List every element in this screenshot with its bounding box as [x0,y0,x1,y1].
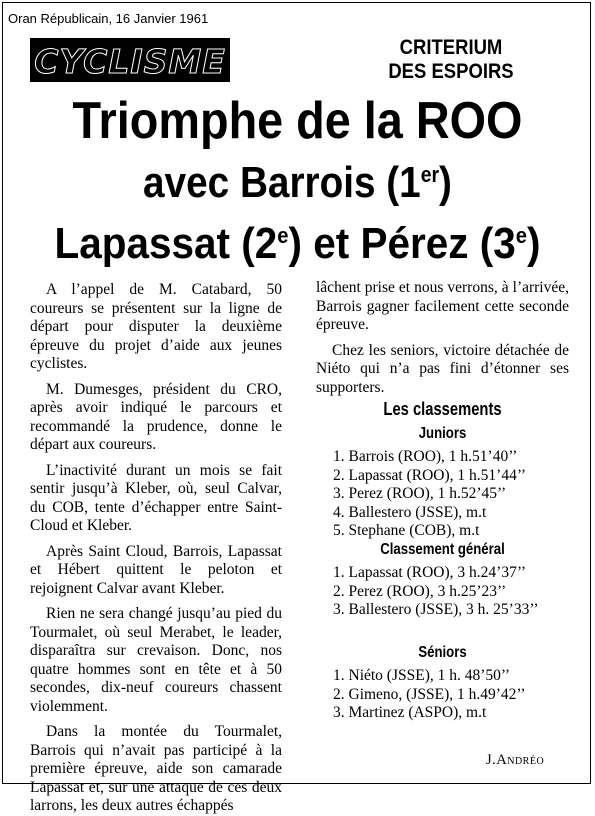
list-item: 5. Stephane (COB), m.t [333,522,480,539]
headline-line-2-close: ) [439,158,452,207]
article-paragraph: Dans la montée du Tourmalet, Barrois qui n’avait pas participé à la première épreuve, aide son camarade Lapassat et, sur une attaque de ces deux larrons, les deux autres échappés [30,723,282,814]
headline-line-3-c: ) [527,219,541,268]
juniors-list [316,448,569,541]
author-signature: J.Andréo [486,752,545,768]
list-item: 3. Perez (ROO), 1 h.52’45’’ [333,485,507,502]
article-paragraph: L’inactivité durant un mois se fait sentir jusqu’à Kleber, où, seul Calvar, du COB, tente d’échapper entre Saint-Cloud et Kleber. [30,461,282,534]
article-column-1 [30,281,282,816]
list-item: 3. Ballestero (JSSE), 3 h. 25’33’’ [333,601,539,618]
headline-line-1: Triomphe de la ROO [72,92,523,150]
general-title: Classement général [380,540,505,558]
list-item: 4. Ballestero (JSSE), m.t [333,503,487,521]
article-column-2 [316,279,569,404]
list-item: 1. Lapassat (ROO), 3 h.24’37’’ [333,564,526,581]
headline-line-3-a: Lapassat (2 [54,219,278,268]
classements-title: Les classements [383,399,502,419]
general-list [316,564,569,620]
list-item: 2. Perez (ROO), 3 h.25’23’’ [333,582,507,600]
article-paragraph: M. Dumesges, président du CRO, après avoir indiqué le parcours et recommandé la prudence, donne le départ aux coureurs. [30,380,282,453]
headline-line-3 [24,219,571,269]
classements-block [316,400,569,723]
juniors-title: Juniors [418,424,467,442]
headline-superscript: e [515,223,528,248]
list-item: 1. Barrois (ROO), 1 h.51’40’’ [333,448,518,465]
headline-line-2-text: avec Barrois (1 [143,158,421,207]
list-item: 1. Niéto (JSSE), 1 h. 48’50’’ [333,667,511,684]
list-item: 2. Lapassat (ROO), 1 h.51’44’’ [333,466,526,484]
article-paragraph: A l’appel de M. Catabard, 50 coureurs se présentent sur la ligne de départ pour disputer la deuxième épreuve du projet d’aide aux jeunes cyclistes. [30,281,282,372]
kicker-line-1: CRITERIUM [399,36,503,59]
seniors-title: Séniors [418,643,467,661]
article-paragraph: Rien ne sera changé jusqu’au pied du Tourmalet, où seul Merabet, le leader, disparaîtra sur crevaison. Donc, nos quatre hommes sont en tête et à 50 secondes, dix-neuf coureurs chassent violemment. [30,605,282,715]
list-item: 3. Martinez (ASPO), m.t [333,704,487,721]
kicker [364,36,538,84]
headline-line-2 [36,158,560,208]
list-item: 2. Gimeno, (JSSE), 1 h.49’42’’ [333,685,526,703]
source-line: Oran Républicain, 16 Janvier 1961 [8,11,209,26]
headline-superscript: er [420,162,440,187]
article-paragraph: Après Saint Cloud, Barrois, Lapassat et Hébert quittent le peloton et rejoignent Calvar avant Kleber. [30,542,282,597]
headline-superscript: e [277,223,289,248]
seniors-list [316,667,569,723]
kicker-line-2: DES ESPOIRS [388,60,514,83]
headline-line-3-b: ) et Pérez (3 [288,219,516,268]
section-rubric: CYCLISME [30,38,230,82]
article-paragraph: lâchent prise et nous verrons, à l’arrivée, Barrois gagner facilement cette seconde épreuve. [316,279,569,333]
article-paragraph: Chez les seniors, victoire détachée de Niéto qui n’a pas fini d’étonner ses supporters. [316,341,569,396]
